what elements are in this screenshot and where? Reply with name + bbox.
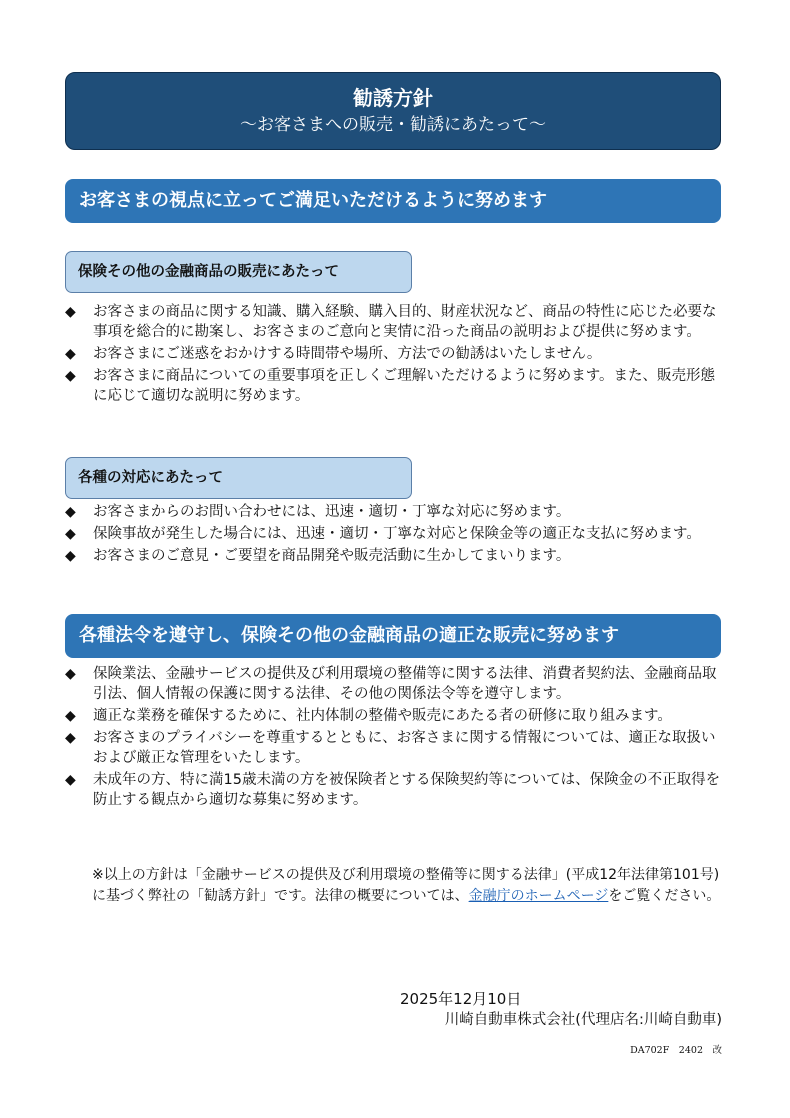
list-item: ◆ 適正な業務を確保するために、社内体制の整備や販売にあたる者の研修に取り組みます。	[65, 708, 672, 724]
list-item: ◆ お客さまのご意見・ご要望を商品開発や販売活動に生かしてまいります。	[65, 548, 571, 564]
page-subtitle: ～お客さまへの販売・勧誘にあたって～	[240, 115, 546, 135]
diamond-bullet-icon: ◆	[65, 368, 76, 384]
section-banner-customer-satisfaction: お客さまの視点に立ってご満足いただけるように努めます	[65, 179, 721, 223]
diamond-bullet-icon: ◆	[65, 666, 76, 682]
list-item: ◆ 保険業法、金融サービスの提供及び利用環境の整備等に関する法律、消費者契約法、金融商品取引法、個人情報の保護に関する法律、その他の関係法令等を遵守します。	[65, 666, 717, 702]
diamond-bullet-icon: ◆	[65, 526, 76, 542]
company-name: 川崎自動車株式会社(代理店名:川崎自動車)	[444, 1012, 722, 1028]
list-item: ◆ お客さまの商品に関する知識、購入経験、購入目的、財産状況など、商品の特性に応じた必要な事項を総合的に勘案し、お客さまのご意向と実情に沿った商品の説明および提供に努めます。	[65, 304, 717, 340]
bullet-list-sales	[65, 302, 725, 408]
list-item: ◆ 未成年の方、特に満15歳未満の方を被保険者とする保険契約等については、保険金の不正取得を防止する観点から適切な募集に努めます。	[65, 772, 721, 808]
diamond-bullet-icon: ◆	[65, 708, 76, 724]
note-paragraph: ※以上の方針は「金融サービスの提供及び利用環境の整備等に関する法律」(平成12年法律第101号)に基づく弊社の「勧誘方針」です。法律の概要については、金融庁のホームページをご覧ください。	[92, 867, 721, 904]
diamond-bullet-icon: ◆	[65, 504, 76, 520]
fsa-homepage-link[interactable]: 金融庁のホームページ	[468, 888, 609, 904]
diamond-bullet-icon: ◆	[65, 548, 76, 564]
title-box	[65, 72, 721, 150]
bullet-list-compliance	[65, 664, 725, 812]
bullet-list-response	[65, 502, 725, 568]
list-item: ◆ お客さまのプライバシーを尊重するとともに、お客さまに関する情報については、適正な取扱いおよび厳正な管理をいたします。	[65, 730, 716, 766]
list-item: ◆ お客さまにご迷惑をおかけする時間帯や場所、方法での勧誘はいたしません。	[65, 346, 602, 362]
issue-date: 2025年12月10日	[400, 990, 522, 1008]
diamond-bullet-icon: ◆	[65, 304, 76, 320]
diamond-bullet-icon: ◆	[65, 346, 76, 362]
sub-heading-response: 各種の対応にあたって	[65, 457, 412, 499]
diamond-bullet-icon: ◆	[65, 730, 76, 746]
list-item: ◆ お客さまからのお問い合わせには、迅速・適切・丁寧な対応に努めます。	[65, 504, 571, 520]
list-item: ◆ 保険事故が発生した場合には、迅速・適切・丁寧な対応と保険金等の適正な支払に努めます。	[65, 526, 701, 542]
diamond-bullet-icon: ◆	[65, 772, 76, 788]
page-title: 勧誘方針	[353, 86, 433, 110]
sub-heading-sales: 保険その他の金融商品の販売にあたって	[65, 251, 412, 293]
list-item: ◆ お客さまに商品についての重要事項を正しくご理解いただけるように努めます。また、販売形態に応じて適切な説明に努めます。	[65, 368, 716, 404]
document-id: DA702F 2402 改	[630, 1045, 722, 1056]
section-banner-compliance: 各種法令を遵守し、保険その他の金融商品の適正な販売に努めます	[65, 614, 721, 658]
